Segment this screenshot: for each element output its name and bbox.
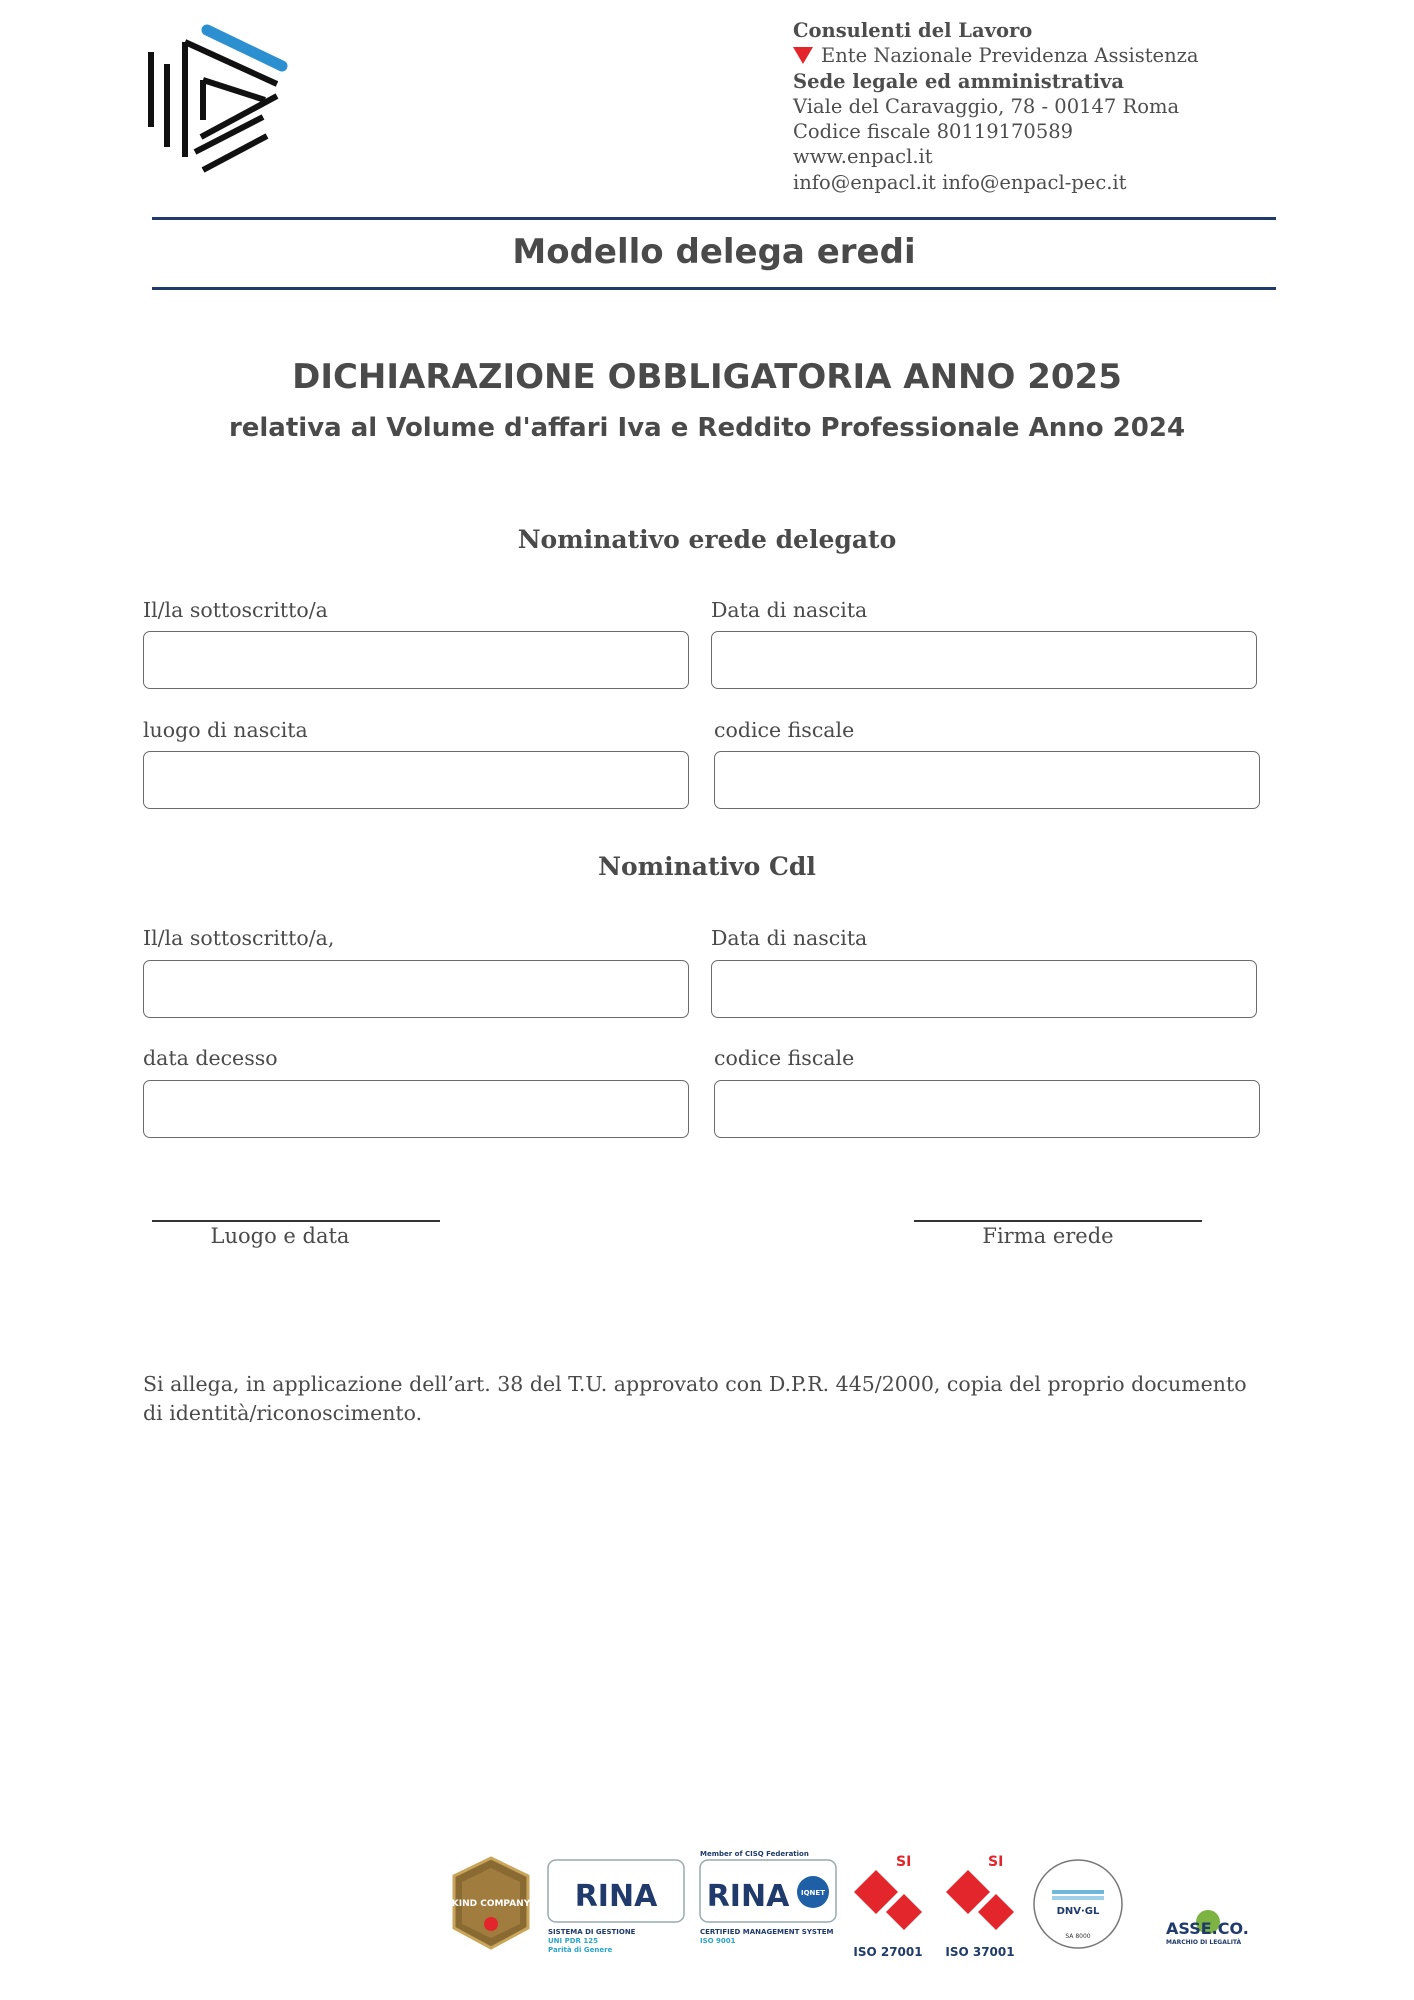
asseco-caption: MARCHIO DI LEGALITÀ xyxy=(1166,1939,1242,1946)
rina1-caption-1: SISTEMA DI GESTIONE xyxy=(548,1928,636,1936)
kind-company-badge xyxy=(452,1858,531,1948)
rina-iso9001-badge xyxy=(700,1850,836,1945)
sicert-27001-text: ISO 27001 xyxy=(853,1945,923,1959)
cdl-name-label: Il/la sottoscritto/a, xyxy=(143,926,335,950)
cdl-name-field[interactable] xyxy=(143,960,689,1018)
svg-text:SI: SI xyxy=(896,1854,912,1870)
iqnet-text: IQNET xyxy=(801,1889,825,1897)
kind-company-text: KIND COMPANY xyxy=(451,1899,531,1909)
rina1-caption-2: UNI PDR 125 xyxy=(548,1937,598,1945)
cdl-taxcode-field[interactable] xyxy=(714,1080,1260,1138)
document-title: Modello delega eredi xyxy=(512,232,916,272)
org-tax-code: Codice fiscale 80119170589 xyxy=(793,120,1074,144)
place-date-label: Luogo e data xyxy=(210,1224,350,1248)
signature-label: Firma erede xyxy=(982,1224,1114,1248)
org-emails[interactable]: info@enpacl.it info@enpacl-pec.it xyxy=(793,170,1127,194)
declaration-heading: DICHIARAZIONE OBBLIGATORIA ANNO 2025 xyxy=(292,357,1122,397)
cdl-birthdate-label: Data di nascita xyxy=(711,926,868,950)
enpacl-logo xyxy=(145,22,305,187)
org-entity: Ente Nazionale Previdenza Assistenza xyxy=(793,43,1199,68)
cdl-deathdate-label: data decesso xyxy=(143,1046,278,1070)
section-heir-title: Nominativo erede delegato xyxy=(517,525,897,554)
cdl-taxcode-label: codice fiscale xyxy=(714,1046,855,1070)
organization-info xyxy=(793,18,1199,195)
rina1-caption-3: Parità di Genere xyxy=(548,1946,613,1954)
rina-pdr-badge xyxy=(548,1860,684,1954)
rina2-logo-text: RINA xyxy=(706,1879,790,1914)
heir-birthdate-field[interactable] xyxy=(711,631,1257,689)
org-website[interactable]: www.enpacl.it xyxy=(793,145,933,169)
asseco-text: ASSE.CO. xyxy=(1166,1919,1248,1938)
header-rule-bottom xyxy=(152,287,1276,290)
svg-text:SI: SI xyxy=(988,1854,1004,1870)
attachment-note: Si allega, in applicazione dell’art. 38 del T.U. approvato con D.P.R. 445/2000, copia del proprio documento di identità/riconoscimento. xyxy=(143,1372,1247,1425)
heir-birthplace-field[interactable] xyxy=(143,751,689,809)
heir-taxcode-field[interactable] xyxy=(714,751,1260,809)
heir-taxcode-label: codice fiscale xyxy=(714,718,855,742)
org-office-label: Sede legale ed amministrativa xyxy=(793,69,1125,93)
heir-birthplace-label: luogo di nascita xyxy=(143,718,308,742)
heir-name-label: Il/la sottoscritto/a xyxy=(143,598,328,622)
org-name: Consulenti del Lavoro xyxy=(793,19,1033,42)
heir-birthdate-label: Data di nascita xyxy=(711,598,868,622)
dnv-text: DNV·GL xyxy=(1056,1906,1100,1917)
header-rule-top xyxy=(152,217,1276,220)
sicert-27001-badge xyxy=(853,1854,922,1959)
sicert-37001-badge xyxy=(945,1854,1014,1959)
section-cdl-title: Nominativo Cdl xyxy=(598,852,816,881)
org-address: Viale del Caravaggio, 78 - 00147 Roma xyxy=(793,94,1180,118)
rina2-caption-1: CERTIFIED MANAGEMENT SYSTEM xyxy=(700,1928,834,1936)
dnv-sa8000-badge xyxy=(1034,1860,1122,1948)
red-triangle-icon xyxy=(793,47,813,64)
certification-badges xyxy=(448,1848,1248,1963)
cdl-deathdate-field[interactable] xyxy=(143,1080,689,1138)
rina2-caption-2: ISO 9001 xyxy=(700,1937,736,1945)
signature-line[interactable] xyxy=(914,1220,1202,1222)
heir-name-field[interactable] xyxy=(143,631,689,689)
rina-logo-text: RINA xyxy=(574,1879,658,1914)
dnv-standard-text: SA 8000 xyxy=(1065,1933,1091,1940)
place-date-line[interactable] xyxy=(152,1220,440,1222)
cdl-birthdate-field[interactable] xyxy=(711,960,1257,1018)
sicert-37001-text: ISO 37001 xyxy=(945,1945,1015,1959)
declaration-subheading: relativa al Volume d'affari Iva e Reddito Professionale Anno 2024 xyxy=(228,413,1186,443)
asseco-badge xyxy=(1166,1910,1248,1946)
rina2-top-caption: Member of CISQ Federation xyxy=(700,1850,809,1858)
